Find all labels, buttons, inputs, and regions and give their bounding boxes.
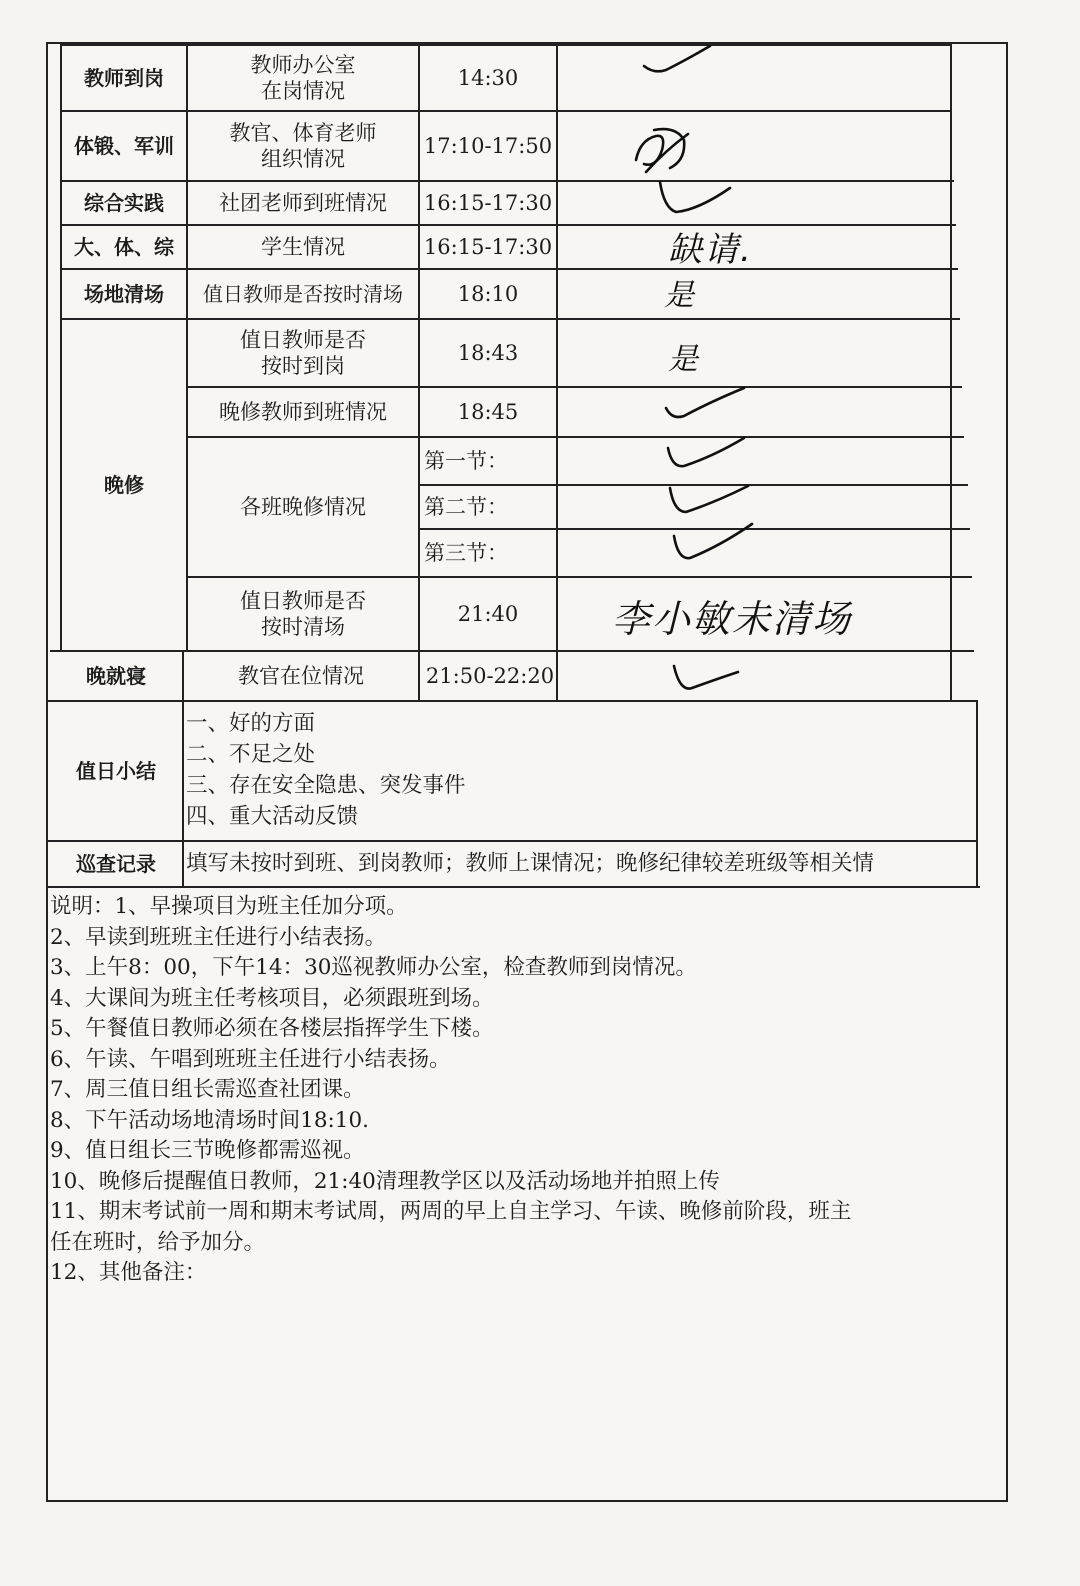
- grid-line: [976, 700, 978, 886]
- session-cell: 第一节：: [424, 448, 508, 473]
- category-cell: 场地清场: [84, 281, 164, 306]
- item-cell: 值日教师是否 按时清场: [240, 588, 366, 639]
- category-cell: 综合实践: [84, 190, 164, 215]
- item-cell: 各班晚修情况: [240, 494, 366, 519]
- note-line: 2、早读到班班主任进行小结表扬。: [50, 924, 387, 950]
- patrol-text: 填写未按时到班、到岗教师；教师上课情况；晚修纪律较差班级等相关情: [186, 850, 875, 876]
- scribble-mark: [626, 120, 696, 180]
- note-line: 8、下午活动场地清场时间18:10.: [50, 1107, 369, 1133]
- note-line: 3、上午8：00，下午14：30巡视教师办公室，检查教师到岗情况。: [50, 955, 697, 980]
- note-line: 说明：1、早操项目为班主任加分项。: [50, 894, 408, 919]
- notes-section: [50, 892, 995, 1289]
- summary-line: 一、好的方面: [186, 711, 316, 736]
- time-cell: 21:50-22:20: [425, 663, 555, 688]
- category-cell: 体锻、军训: [74, 133, 174, 158]
- category-cell: 教师到岗: [84, 65, 164, 90]
- note-line: 任在班时，给予加分。: [50, 1229, 266, 1255]
- summary-line: 四、重大活动反馈: [186, 804, 359, 829]
- patrol-label: 巡查记录: [76, 851, 156, 876]
- time-cell: 17:10-17:50: [423, 133, 553, 158]
- summary-lines: [186, 708, 466, 832]
- time-cell: 18:45: [457, 399, 519, 424]
- item-cell: 教师办公室 在岗情况: [250, 52, 356, 103]
- handwritten-note: 是: [668, 342, 698, 377]
- summary-line: 三、存在安全隐患、突发事件: [186, 773, 466, 798]
- handwritten-note: 缺请.: [668, 230, 753, 270]
- checkmark-icon: [666, 520, 756, 570]
- item-cell: 值日教师是否 按时到岗: [240, 327, 366, 378]
- time-cell: 18:10: [457, 281, 519, 306]
- category-cell: 大、体、综: [74, 234, 174, 259]
- session-cell: 第三节：: [424, 540, 508, 565]
- item-cell: 学生情况: [261, 234, 345, 259]
- time-cell: 14:30: [457, 65, 519, 90]
- item-cell: 教官在位情况: [238, 663, 364, 688]
- item-cell: 教官、体育老师 组织情况: [229, 120, 377, 171]
- note-line: 11、期末考试前一周和期末考试周，两周的早上自主学习、午读、晚修前阶段，班主: [50, 1199, 852, 1224]
- handwritten-note: 是: [664, 278, 694, 313]
- note-line: 5、午餐值日教师必须在各楼层指挥学生下楼。: [50, 1016, 494, 1041]
- summary-label: 值日小结: [76, 758, 156, 783]
- item-cell: 社团老师到班情况: [219, 190, 387, 215]
- checkmark-icon: [636, 40, 716, 80]
- checkmark-icon: [666, 658, 746, 698]
- note-line: 4、大课间为班主任考核项目，必须跟班到场。: [50, 985, 494, 1011]
- session-cell: 第二节：: [424, 494, 508, 519]
- handwritten-note: 李小敏未清场: [612, 597, 853, 641]
- grid-line: [48, 886, 980, 888]
- note-line: 9、值日组长三节晚修都需巡视。: [50, 1138, 365, 1163]
- summary-line: 二、不足之处: [186, 742, 316, 767]
- grid-line: [556, 44, 558, 700]
- checkmark-icon: [662, 434, 752, 478]
- time-cell: 18:43: [457, 340, 519, 365]
- category-cell: 晚就寝: [86, 663, 146, 688]
- grid-line: [48, 700, 976, 702]
- checkmark-icon: [654, 178, 734, 222]
- time-cell: 16:15-17:30: [423, 190, 553, 215]
- checkmark-icon: [660, 384, 750, 428]
- item-cell: 晚修教师到班情况: [219, 399, 387, 424]
- item-cell: 值日教师是否按时清场: [203, 281, 403, 306]
- note-line: 7、周三值日组长需巡查社团课。: [50, 1077, 365, 1102]
- category-cell: 晚修: [104, 472, 144, 497]
- time-cell: 16:15-17:30: [423, 234, 553, 259]
- time-cell: 21:40: [457, 601, 519, 626]
- grid-line: [950, 44, 952, 700]
- note-line: 6、午读、午唱到班班主任进行小结表扬。: [50, 1046, 451, 1072]
- note-line: 12、其他备注：: [50, 1260, 207, 1285]
- note-line: 10、晚修后提醒值日教师，21:40清理教学区以及活动场地并拍照上传: [50, 1168, 720, 1194]
